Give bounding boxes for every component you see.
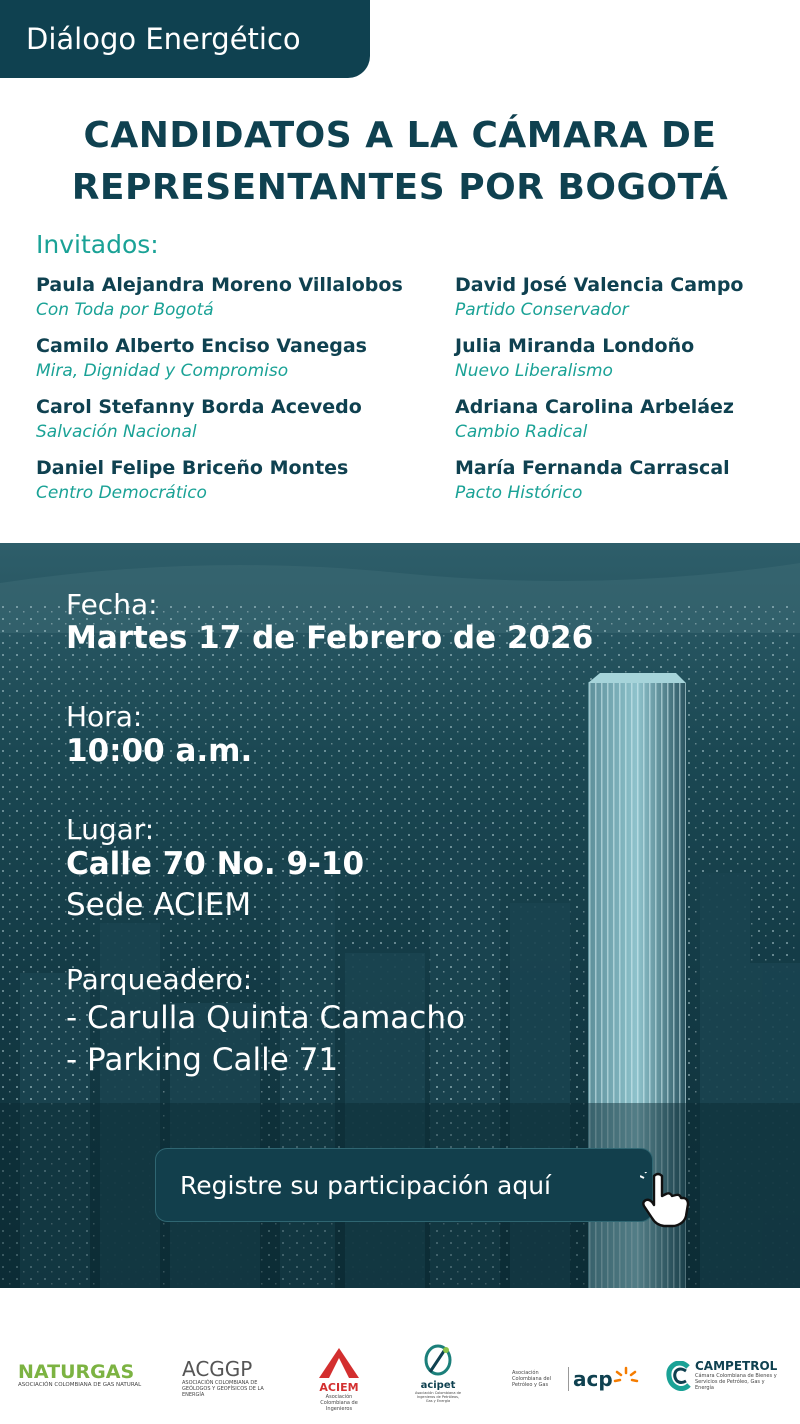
title-line-1: CANDIDATOS A LA CÁMARA DE <box>83 115 717 156</box>
guest-name: Julia Miranda Londoño <box>455 335 695 357</box>
guest-item <box>36 455 436 505</box>
place-detail: Sede ACIEM <box>66 887 252 923</box>
acipet-logo: acipet Asociación Colombiana de Ingenieros de Petróleos, Gas y Energía <box>414 1344 462 1403</box>
date-value: Martes 17 de Febrero de 2026 <box>66 620 594 656</box>
place-label: Lugar: <box>66 813 155 846</box>
guests-heading: Invitados: <box>36 230 159 259</box>
guest-party: Con Toda por Bogotá <box>36 300 214 320</box>
guest-item <box>455 394 800 444</box>
guest-name: David José Valencia Campo <box>455 274 744 296</box>
campetrol-c-icon <box>666 1361 692 1391</box>
parking-item: - Carulla Quinta Camacho <box>66 1000 465 1036</box>
guest-item <box>455 333 800 383</box>
guest-item <box>455 455 800 505</box>
register-button-label: Registre su participación aquí <box>180 1171 551 1200</box>
pointer-hand-icon <box>640 1172 690 1228</box>
guest-party: Partido Conservador <box>455 300 629 320</box>
naturgas-logo: NATURGAS ASOCIACIÓN COLOMBIANA DE GAS NATURAL <box>18 1361 142 1388</box>
guest-name: María Fernanda Carrascal <box>455 457 730 479</box>
page-title <box>0 110 800 214</box>
guest-name: Daniel Felipe Briceño Montes <box>36 457 349 479</box>
guest-item <box>455 272 800 322</box>
register-button[interactable] <box>155 1148 653 1222</box>
guest-party: Mira, Dignidad y Compromiso <box>36 361 289 381</box>
guest-name: Camilo Alberto Enciso Vanegas <box>36 335 367 357</box>
parking-item: - Parking Calle 71 <box>66 1042 339 1078</box>
title-line-2: REPRESENTANTES POR BOGOTÁ <box>71 167 729 208</box>
guest-item <box>36 333 436 383</box>
guest-party: Pacto Histórico <box>455 483 583 503</box>
acp-sun-icon <box>613 1366 639 1392</box>
time-label: Hora: <box>66 700 143 733</box>
aciem-logo: ACIEM Asociación Colombiana de Ingenieros <box>312 1348 366 1412</box>
guest-party: Nuevo Liberalismo <box>455 361 613 381</box>
place-value: Calle 70 No. 9-10 <box>66 846 365 882</box>
guest-name: Carol Stefanny Borda Acevedo <box>36 396 362 418</box>
parking-label: Parqueadero: <box>66 963 253 996</box>
guest-item <box>36 272 436 322</box>
guest-party: Salvación Nacional <box>36 422 197 442</box>
acipet-emblem-icon <box>422 1344 454 1376</box>
guest-item <box>36 394 436 444</box>
guest-party: Cambio Radical <box>455 422 588 442</box>
aciem-triangle-icon <box>319 1348 359 1378</box>
guest-party: Centro Democrático <box>36 483 207 503</box>
series-tab: Diálogo Energético <box>0 0 370 78</box>
date-label: Fecha: <box>66 588 158 621</box>
acggp-logo: ACGGP ASOCIACIÓN COLOMBIANA DE GEÓLOGOS Y GEOFÍSICOS DE LA ENERGÍA <box>182 1357 264 1398</box>
acp-logo: Asociación Colombiana del Petróleo y Gas acp <box>512 1366 639 1392</box>
guest-name: Adriana Carolina Arbeláez <box>455 396 734 418</box>
time-value: 10:00 a.m. <box>66 733 253 769</box>
campetrol-logo: CAMPETROL Cámara Colombiana de Bienes y Servicios de Petróleo, Gas y Energía <box>666 1360 781 1391</box>
guest-name: Paula Alejandra Moreno Villalobos <box>36 274 403 296</box>
sponsor-logos <box>0 1288 800 1424</box>
